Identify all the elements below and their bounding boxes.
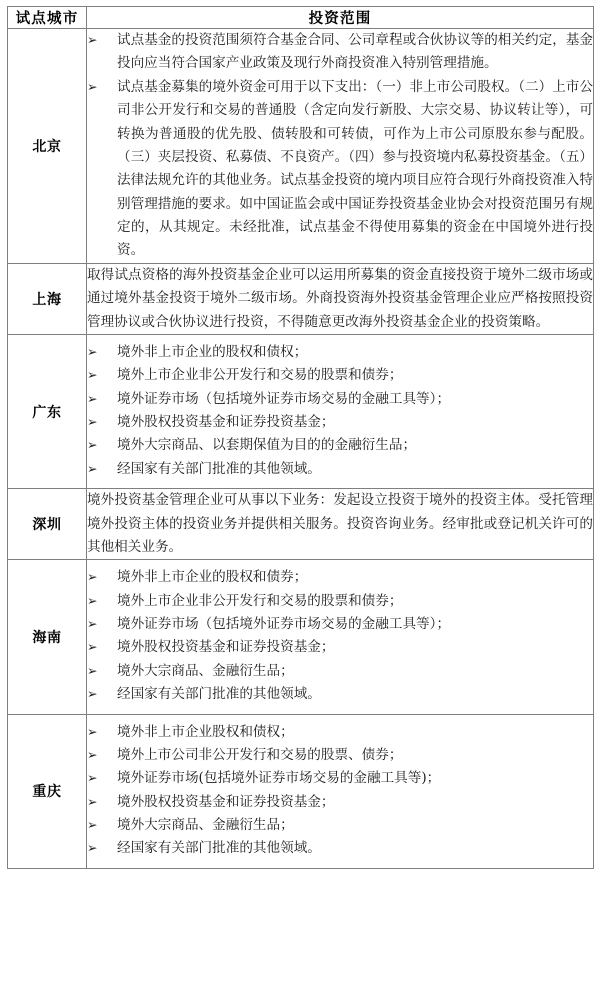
arrow-bullet-icon: ➢ (87, 32, 98, 47)
list-item (87, 76, 593, 263)
list-item (87, 837, 593, 860)
list-item (87, 411, 593, 434)
list-item (87, 388, 593, 411)
list-item-text: 境外股权投资基金和证券投资基金； (117, 414, 335, 430)
table-row (8, 714, 594, 868)
column-header-city: 试点城市 (8, 7, 87, 29)
city-label-chongqing: 重庆 (8, 714, 87, 868)
list-item-text: 境外股权投资基金和证券投资基金； (117, 793, 335, 810)
arrow-bullet-icon: ➢ (87, 639, 98, 655)
arrow-bullet-icon: ➢ (87, 770, 98, 786)
list-item (87, 636, 593, 659)
list-item (87, 434, 593, 457)
list-item-text: 经国家有关部门批准的其他领域。 (117, 686, 321, 703)
list-item (87, 660, 593, 683)
list-item (87, 590, 593, 613)
paragraph-text: 境外投资基金管理企业可从事以下业务：发起设立投资于境外的投资主体。受托管理境外投资主体的投资业务并提供相关服务。投资咨询业务。经审批或登记机关许可的其他相关业务。 (87, 492, 593, 555)
arrow-bullet-icon: ➢ (87, 414, 98, 429)
table-header-row (8, 7, 594, 29)
arrow-bullet-icon: ➢ (87, 367, 98, 383)
arrow-bullet-icon: ➢ (87, 437, 98, 453)
list-item-text: 经国家有关部门批准的其他领域。 (117, 840, 321, 857)
scope-cell-chongqing (87, 714, 594, 868)
list-item-text: 试点基金募集的境外资金可用于以下支出：（一）非上市公司股权。（二）上市公司非公开发行和交易的普通股（含定向发行新股、大宗交易、协议转让等），可转换为普通股的优先股、债转股和可转债，可作为上市公司原股东参与配股。（三）夹层投资、私募债、不良资产。（四）参与投资境内私募投资基金。（五）法律法规允许的其他业务。试点基金投资的境内项目应符合现行外商投资准入特别管理措施的要求。如中国证监会或中国证券投资基金业协会对投资范围另有规定的，从其规定。未经批准，试点基金不得使用募集的资金在中国境外进行投资。 (117, 78, 593, 259)
list-item-text: 境外上市公司非公开发行和交易的股票、债券； (117, 746, 403, 763)
list-item-text: 境外证券市场（包括境外证券市场交易的金融工具等）； (117, 616, 451, 632)
arrow-bullet-icon: ➢ (87, 343, 98, 359)
arrow-bullet-icon: ➢ (87, 616, 98, 631)
list-item-text: 境外证券市场(包括境外证券市场交易的金融工具等)； (117, 770, 441, 787)
list-item-text: 境外股权投资基金和证券投资基金； (117, 639, 335, 656)
arrow-bullet-icon: ➢ (87, 793, 98, 809)
list-item (87, 364, 593, 387)
list-item (87, 791, 593, 814)
list-item-text: 境外上市企业非公开发行和交易的股票和债券； (117, 367, 403, 384)
arrow-bullet-icon: ➢ (87, 723, 98, 739)
column-header-scope: 投资范围 (87, 7, 594, 29)
list-item (87, 29, 593, 76)
list-item-text: 境外上市企业非公开发行和交易的股票和债券； (117, 592, 403, 609)
city-label-shanghai: 上海 (8, 263, 87, 334)
arrow-bullet-icon: ➢ (87, 460, 98, 476)
list-item-text: 境外大宗商品、金融衍生品； (117, 817, 294, 833)
scope-cell-guangdong (87, 334, 594, 488)
arrow-bullet-icon: ➢ (87, 840, 98, 856)
arrow-bullet-icon: ➢ (87, 78, 98, 94)
list-item (87, 744, 593, 767)
list-item (87, 683, 593, 706)
list-item (87, 458, 593, 481)
list-item-text: 经国家有关部门批准的其他领域。 (117, 460, 321, 477)
table-row (8, 489, 594, 560)
bullet-list (87, 29, 593, 263)
city-label-hainan: 海南 (8, 560, 87, 714)
arrow-bullet-icon: ➢ (87, 569, 98, 585)
scope-cell-shanghai (87, 263, 594, 334)
scope-cell-shenzhen (87, 489, 594, 560)
arrow-bullet-icon: ➢ (87, 592, 98, 608)
investment-scope-table (7, 6, 594, 869)
table-body (8, 29, 594, 869)
bullet-list (87, 566, 593, 706)
arrow-bullet-icon: ➢ (87, 662, 98, 678)
city-label-shenzhen: 深圳 (8, 489, 87, 560)
table-row (8, 334, 594, 488)
list-item (87, 613, 593, 636)
list-item (87, 814, 593, 837)
list-item-text: 境外大宗商品、金融衍生品； (117, 662, 294, 679)
city-label-beijing: 北京 (8, 29, 87, 264)
list-item-text: 试点基金的投资范围须符合基金合同、公司章程或合伙协议等的相关约定，基金投向应当符合国家产业政策及现行外商投资准入特别管理措施。 (117, 32, 593, 72)
list-item-text: 境外大宗商品、以套期保值为目的的金融衍生品； (117, 437, 417, 454)
table-row (8, 263, 594, 334)
scope-cell-hainan (87, 560, 594, 714)
city-label-guangdong: 广东 (8, 334, 87, 488)
table-header (8, 7, 594, 29)
table-row (8, 29, 594, 264)
scope-cell-beijing (87, 29, 594, 264)
arrow-bullet-icon: ➢ (87, 686, 98, 702)
bullet-list (87, 721, 593, 861)
list-item-text: 境外证券市场（包括境外证券市场交易的金融工具等）； (117, 390, 451, 407)
table-row (8, 560, 594, 714)
arrow-bullet-icon: ➢ (87, 746, 98, 762)
list-item (87, 566, 593, 589)
list-item-text: 境外非上市企业股权和债权； (117, 723, 294, 740)
bullet-list (87, 341, 593, 481)
arrow-bullet-icon: ➢ (87, 817, 98, 832)
paragraph-text: 取得试点资格的海外投资基金企业可以运用所募集的资金直接投资于境外二级市场或通过境外基金投资于境外二级市场。外商投资海外投资基金管理企业应严格按照投资管理协议或合伙协议进行投资，不得随意更改海外投资基金企业的投资策略。 (87, 266, 593, 330)
list-item (87, 721, 593, 744)
arrow-bullet-icon: ➢ (87, 390, 98, 406)
list-item-text: 境外非上市企业的股权和债权； (117, 343, 308, 360)
list-item-text: 境外非上市企业的股权和债券； (117, 569, 308, 586)
list-item (87, 767, 593, 790)
list-item (87, 341, 593, 364)
